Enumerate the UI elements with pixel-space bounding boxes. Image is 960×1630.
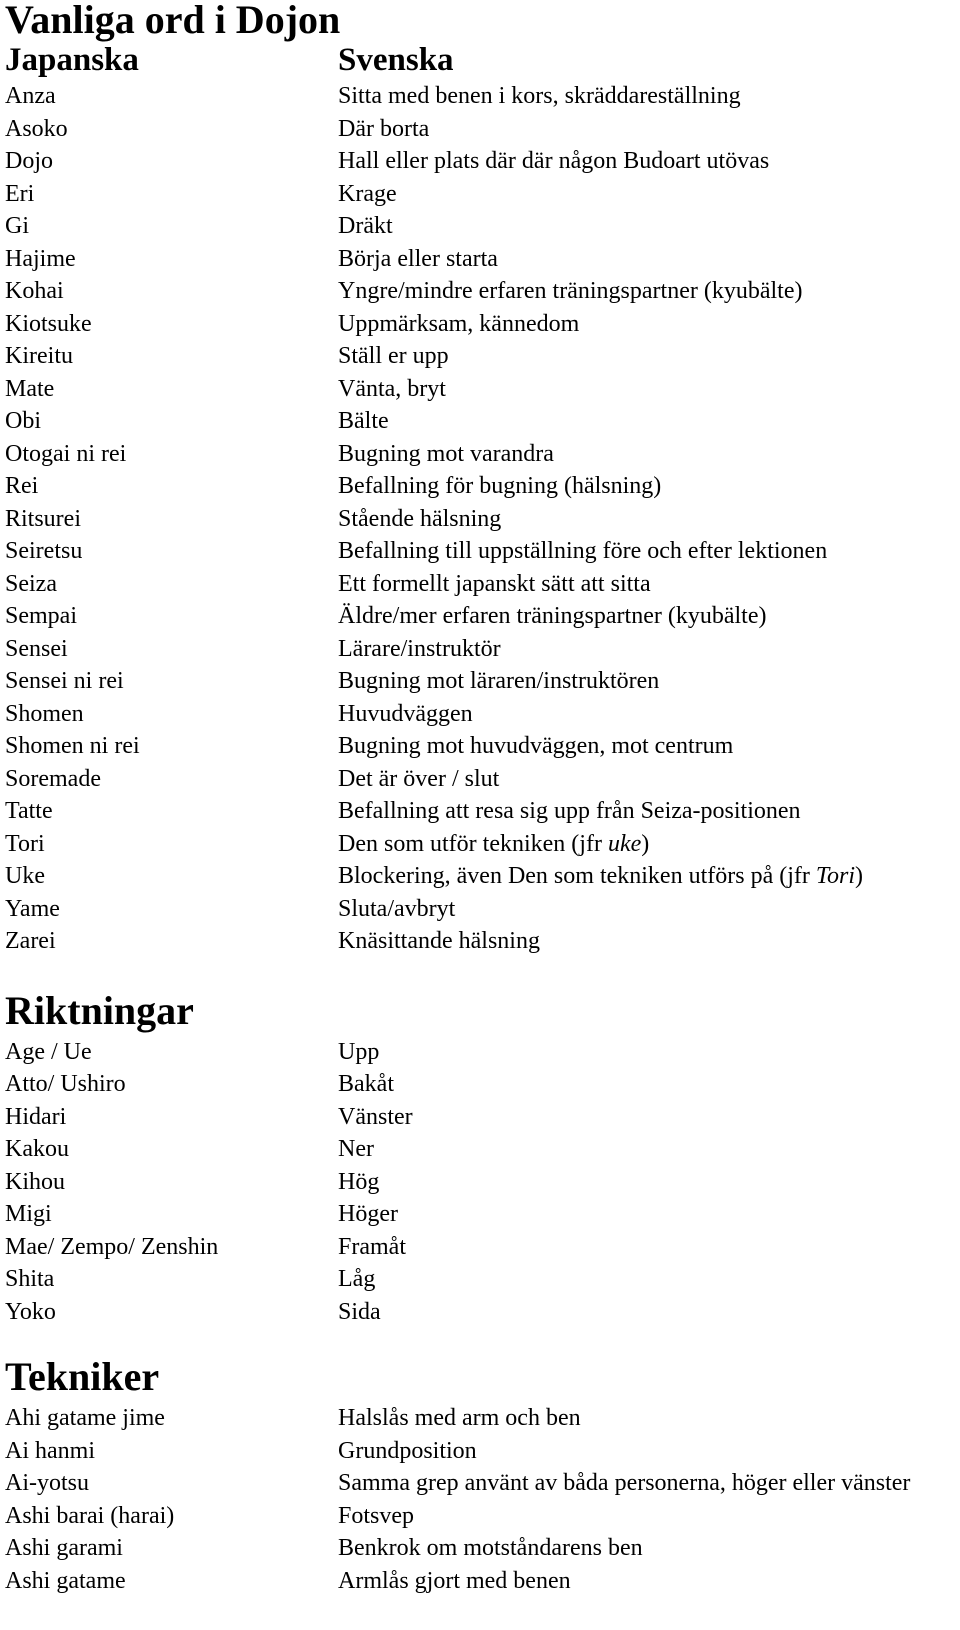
term-row (5, 1532, 957, 1565)
swedish-translation (338, 1435, 477, 1468)
japanese-term: Mae/ Zempo/ Zenshin (5, 1233, 219, 1260)
japanese-term: Ashi garami (5, 1535, 123, 1561)
translation-text: Låg (338, 1266, 376, 1292)
swedish-translation (338, 80, 741, 113)
term-row (5, 893, 957, 926)
swedish-translation (338, 1101, 413, 1134)
term-row (5, 1565, 957, 1598)
japanese-term: Uke (5, 863, 45, 889)
swedish-translation (338, 1166, 379, 1199)
japanese-term: Seiretsu (5, 538, 83, 564)
term-row (5, 1402, 957, 1435)
term-row (5, 113, 957, 146)
swedish-translation (338, 730, 733, 763)
swedish-translation (338, 1198, 398, 1231)
translation-text: Yngre/mindre erfaren träningspartner (kyubälte) (338, 278, 803, 304)
translation-text: Vänster (338, 1103, 413, 1130)
swedish-translation (338, 1068, 394, 1101)
japanese-term: Dojo (5, 148, 53, 174)
translation-text: Äldre/mer erfaren träningspartner (kyubälte) (338, 603, 767, 629)
swedish-translation (338, 438, 554, 471)
translation-text: Hög (338, 1168, 380, 1195)
swedish-translation (338, 600, 766, 633)
japanese-term: Atto/ Ushiro (5, 1071, 126, 1097)
swedish-translation (338, 698, 473, 731)
translation-suffix: ) (641, 830, 650, 857)
japanese-term: Ai hanmi (5, 1437, 95, 1464)
term-row (5, 1068, 957, 1101)
term-row (5, 568, 957, 601)
term-row (5, 665, 957, 698)
japanese-term: Yoko (5, 1298, 56, 1325)
section-spacer (5, 1328, 957, 1352)
swedish-translation (338, 1500, 414, 1533)
translation-suffix: ) (855, 863, 864, 889)
japanese-term: Ashi gatame (5, 1567, 126, 1594)
swedish-translation (338, 1036, 379, 1069)
japanese-term: Sensei (5, 635, 68, 662)
page-title: Vanliga ord i Dojon (5, 0, 341, 42)
term-row (5, 243, 957, 276)
swedish-translation (338, 1133, 374, 1166)
term-row (5, 1435, 957, 1468)
translation-text: Lärare/instruktör (338, 635, 501, 662)
swedish-translation (338, 1402, 581, 1435)
swedish-translation (338, 1263, 375, 1296)
japanese-term: Rei (5, 473, 39, 499)
translation-text: Sluta/avbryt (338, 895, 456, 922)
japanese-term: Seiza (5, 570, 57, 597)
translation-text: Dräkt (338, 213, 393, 239)
japanese-term: Ritsurei (5, 505, 81, 532)
swedish-translation (338, 568, 651, 601)
japanese-term: Shomen (5, 700, 84, 727)
translation-text: Bugning mot läraren/instruktören (338, 668, 660, 694)
translation-text: Blockering, även Den som tekniken utförs på (jfr (338, 863, 816, 889)
translation-text: Den som utför tekniken (jfr (338, 830, 608, 857)
swedish-translation (338, 340, 449, 373)
directions-list (5, 1036, 957, 1329)
term-row (5, 600, 957, 633)
techniques-title: Tekniker (5, 1354, 160, 1399)
swedish-translation (338, 633, 501, 666)
term-row (5, 828, 957, 861)
swedish-translation (338, 373, 446, 406)
term-row (5, 1296, 957, 1329)
term-row (5, 1166, 957, 1199)
term-row (5, 633, 957, 666)
swedish-translation (338, 308, 579, 341)
translation-text: Börja eller starta (338, 245, 498, 272)
japanese-term: Kihou (5, 1168, 65, 1195)
translation-text: Framåt (338, 1233, 406, 1260)
term-row (5, 860, 957, 893)
translation-text: Bugning mot huvudväggen, mot centrum (338, 733, 734, 759)
japanese-term: Obi (5, 408, 41, 434)
term-row (5, 763, 957, 796)
common-words-list (5, 80, 957, 958)
translation-text: Ett formellt japanskt sätt att sitta (338, 570, 651, 597)
swedish-translation (338, 665, 659, 698)
swedish-translation (338, 275, 802, 308)
japanese-term: Shita (5, 1266, 55, 1292)
japanese-term: Eri (5, 180, 35, 207)
section-spacer (5, 958, 957, 986)
translation-text: Ställ er upp (338, 343, 449, 369)
japanese-term: Migi (5, 1201, 52, 1227)
translation-text: Vänta, bryt (338, 375, 446, 402)
swedish-translation (338, 535, 827, 568)
japanese-term: Shomen ni rei (5, 733, 140, 759)
translation-text: Det är över / slut (338, 765, 500, 792)
swedish-translation (338, 1231, 406, 1264)
japanese-term: Hajime (5, 245, 76, 272)
term-row (5, 340, 957, 373)
term-row (5, 1231, 957, 1264)
term-row (5, 1467, 957, 1500)
swedish-translation (338, 1296, 381, 1329)
japanese-term: Sensei ni rei (5, 668, 124, 694)
translation-emphasis: uke (607, 830, 642, 857)
translation-text: Höger (338, 1201, 398, 1227)
japanese-term: Tatte (5, 798, 53, 824)
japanese-term: Tori (5, 830, 45, 857)
term-row (5, 1133, 957, 1166)
techniques-list (5, 1402, 957, 1597)
term-row (5, 373, 957, 406)
term-row (5, 503, 957, 536)
swedish-translation (338, 795, 801, 828)
japanese-term: Gi (5, 213, 29, 239)
translation-text: Halslås med arm och ben (338, 1405, 581, 1431)
japanese-term: Yame (5, 895, 60, 922)
translation-text: Befallning för bugning (hälsning) (338, 473, 662, 499)
translation-text: Sitta med benen i kors, skräddareställning (338, 83, 741, 109)
japanese-term: Kakou (5, 1136, 69, 1162)
swedish-translation (338, 1532, 643, 1565)
swedish-translation (338, 893, 455, 926)
japanese-term: Otogai ni rei (5, 440, 127, 467)
document-page (5, 0, 957, 1597)
term-row (5, 730, 957, 763)
term-row (5, 145, 957, 178)
translation-emphasis: Tori (815, 863, 856, 889)
directions-title: Riktningar (5, 987, 194, 1033)
term-row (5, 795, 957, 828)
translation-text: Knäsittande hälsning (338, 928, 540, 954)
japanese-term: Kireitu (5, 343, 73, 369)
japanese-term: Age / Ue (5, 1038, 92, 1065)
swedish-header: Svenska (338, 42, 454, 78)
translation-text: Befallning att resa sig upp från Seiza-positionen (338, 798, 801, 824)
swedish-translation (338, 178, 397, 211)
swedish-translation (338, 925, 540, 958)
japanese-term: Hidari (5, 1103, 67, 1130)
term-row (5, 80, 957, 113)
swedish-translation (338, 828, 649, 861)
swedish-translation (338, 405, 389, 438)
japanese-term: Ashi barai (harai) (5, 1502, 175, 1529)
term-row (5, 1500, 957, 1533)
term-row (5, 308, 957, 341)
japanese-term: Zarei (5, 928, 56, 954)
swedish-translation (338, 470, 661, 503)
term-row (5, 535, 957, 568)
term-row (5, 275, 957, 308)
japanese-term: Anza (5, 83, 56, 109)
term-row (5, 405, 957, 438)
japanese-term: Asoko (5, 115, 68, 142)
term-row (5, 1263, 957, 1296)
swedish-translation (338, 1565, 571, 1598)
japanese-term: Kohai (5, 278, 64, 304)
translation-text: Där borta (338, 115, 430, 142)
translation-text: Fotsvep (338, 1502, 415, 1529)
term-row (5, 1036, 957, 1069)
translation-text: Ner (338, 1136, 374, 1162)
translation-text: Hall eller plats där där någon Budoart utövas (338, 148, 770, 174)
translation-text: Grundposition (338, 1437, 477, 1464)
japanese-header: Japanska (5, 42, 139, 78)
term-row (5, 178, 957, 211)
translation-text: Armlås gjort med benen (338, 1567, 571, 1594)
translation-text: Bugning mot varandra (338, 440, 554, 467)
swedish-translation (338, 763, 499, 796)
japanese-term: Ahi gatame jime (5, 1405, 165, 1431)
translation-text: Benkrok om motståndarens ben (338, 1535, 643, 1561)
japanese-term: Mate (5, 375, 55, 402)
swedish-translation (338, 210, 393, 243)
japanese-term: Ai-yotsu (5, 1470, 89, 1496)
swedish-translation (338, 1467, 910, 1500)
japanese-term: Sempai (5, 603, 77, 629)
translation-text: Befallning till uppställning före och efter lektionen (338, 538, 828, 564)
translation-text: Upp (338, 1038, 380, 1065)
translation-text: Bälte (338, 408, 389, 434)
translation-text: Krage (338, 180, 397, 207)
translation-text: Bakåt (338, 1071, 394, 1097)
translation-text: Sida (338, 1298, 381, 1325)
swedish-translation (338, 145, 769, 178)
swedish-translation (338, 113, 429, 146)
swedish-translation (338, 860, 863, 893)
japanese-term: Kiotsuke (5, 310, 92, 337)
term-row (5, 925, 957, 958)
swedish-translation (338, 503, 501, 536)
term-row (5, 210, 957, 243)
term-row (5, 470, 957, 503)
japanese-term: Soremade (5, 765, 101, 792)
term-row (5, 438, 957, 471)
term-row (5, 1198, 957, 1231)
translation-text: Uppmärksam, kännedom (338, 310, 580, 337)
column-headers (5, 40, 957, 80)
translation-text: Stående hälsning (338, 505, 502, 532)
translation-text: Samma grep använt av båda personerna, höger eller vänster (338, 1470, 911, 1496)
translation-text: Huvudväggen (338, 700, 473, 727)
term-row (5, 1101, 957, 1134)
term-row (5, 698, 957, 731)
swedish-translation (338, 243, 498, 276)
